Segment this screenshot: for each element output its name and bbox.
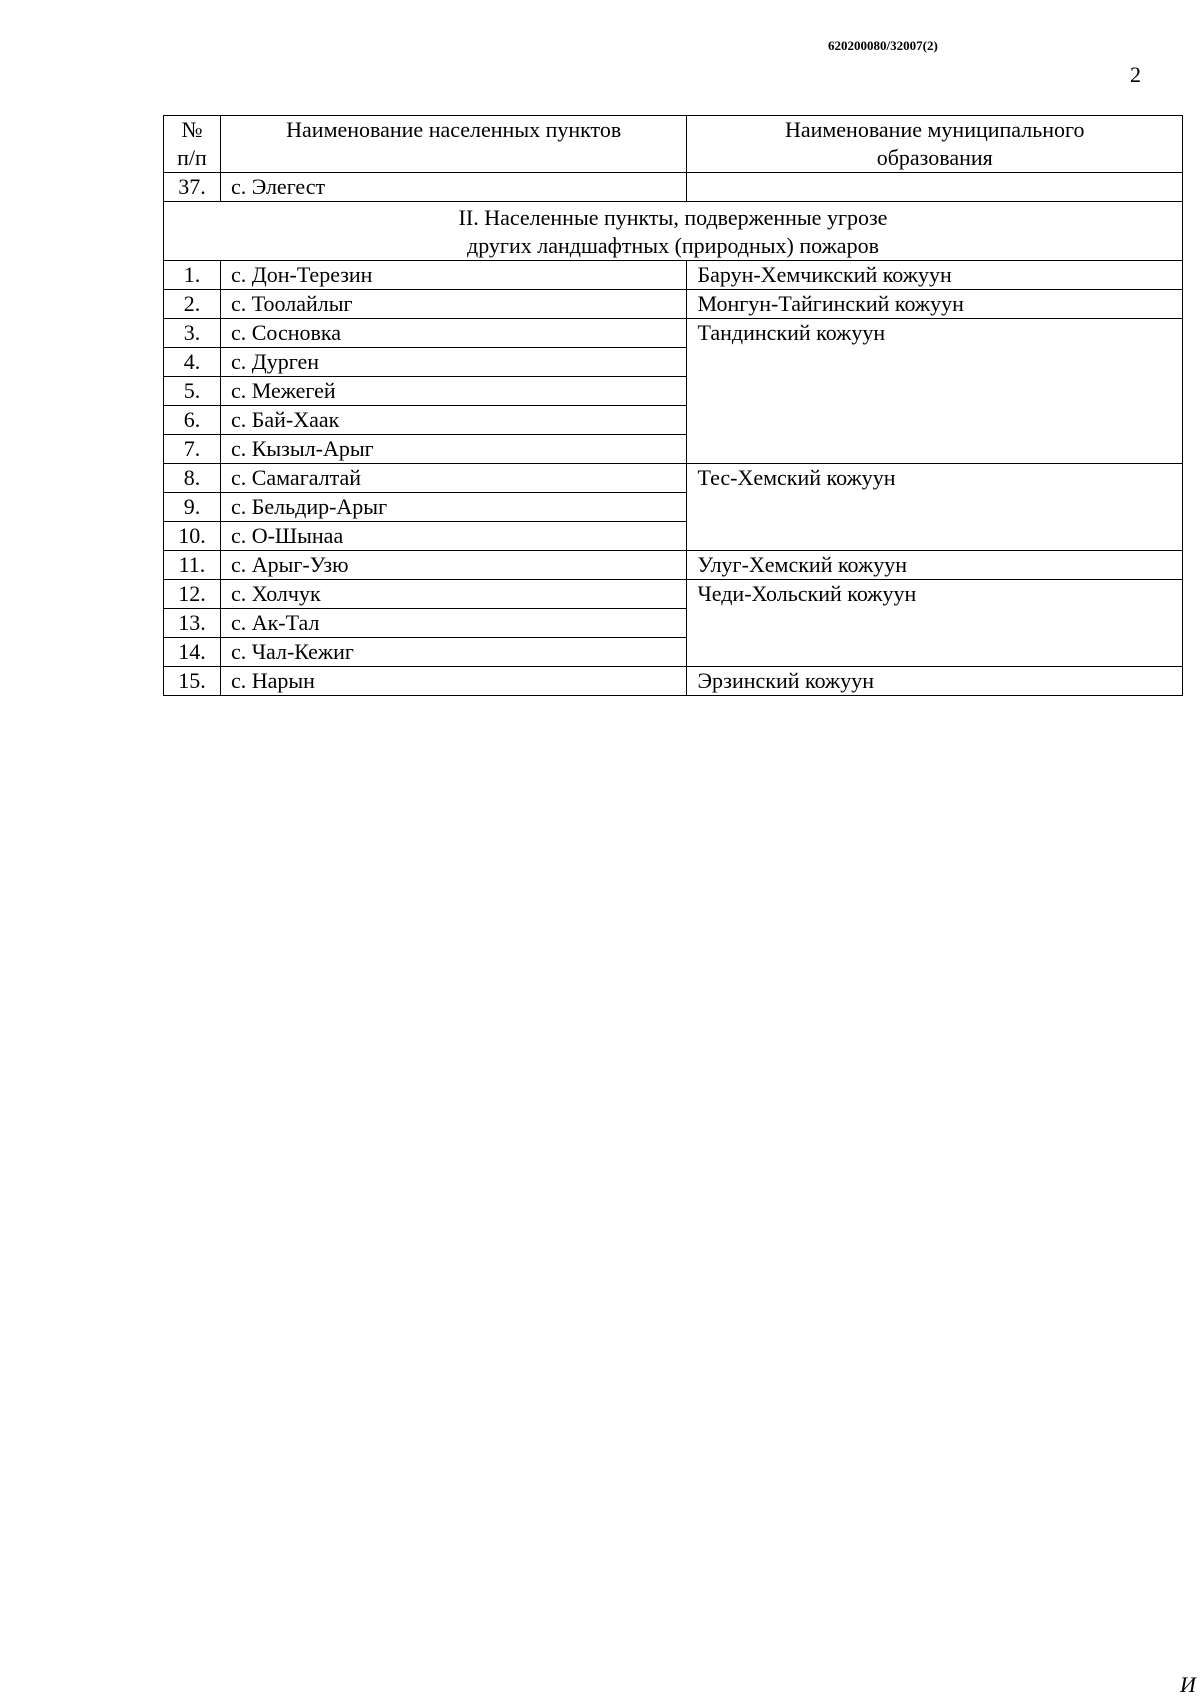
settlement-name: с. Межегей xyxy=(220,377,687,406)
row-number: 6. xyxy=(164,406,221,435)
settlement-name: с. Кызыл-Арыг xyxy=(220,435,687,464)
table-row xyxy=(164,290,1183,319)
row-number: 2. xyxy=(164,290,221,319)
row-number: 37. xyxy=(164,173,221,202)
municipality-name: Тес-Хемский кожуун xyxy=(687,464,1183,551)
municipality-name: Барун-Хемчикский кожуун xyxy=(687,261,1183,290)
row-number: 7. xyxy=(164,435,221,464)
table-row xyxy=(164,261,1183,290)
header-number-line1: № xyxy=(181,117,203,142)
table-row xyxy=(164,580,1183,609)
header-number-line2: п/п xyxy=(177,145,207,170)
row-number: 11. xyxy=(164,551,221,580)
row-number: 3. xyxy=(164,319,221,348)
municipality-name: Эрзинский кожуун xyxy=(687,667,1183,696)
row-number: 1. xyxy=(164,261,221,290)
table-row xyxy=(164,667,1183,696)
settlement-name: с. Тоолайлыг xyxy=(220,290,687,319)
settlement-name: с. Холчук xyxy=(220,580,687,609)
municipality-name: Тандинский кожуун xyxy=(687,319,1183,464)
row-number: 13. xyxy=(164,609,221,638)
table-row xyxy=(164,319,1183,348)
header-municipality-line2: образования xyxy=(876,145,993,170)
section-heading-line2: других ландшафтных (природных) пожаров xyxy=(467,233,879,258)
page-number: 2 xyxy=(1130,62,1141,87)
row-number: 12. xyxy=(164,580,221,609)
settlement-name: с. Сосновка xyxy=(220,319,687,348)
settlement-name: с. Дон-Терезин xyxy=(220,261,687,290)
row-number: 8. xyxy=(164,464,221,493)
section-heading xyxy=(164,202,1183,261)
municipality-name xyxy=(687,173,1183,202)
settlement-name: с. Бай-Хаак xyxy=(220,406,687,435)
row-number: 10. xyxy=(164,522,221,551)
section-heading-line1: II. Населенные пункты, подверженные угрозе xyxy=(458,205,888,230)
settlement-name: с. Бельдир-Арыг xyxy=(220,493,687,522)
municipality-name: Чеди-Хольский кожуун xyxy=(687,580,1183,667)
settlement-name: с. Чал-Кежиг xyxy=(220,638,687,667)
settlement-name: с. Ак-Тал xyxy=(220,609,687,638)
row-number: 15. xyxy=(164,667,221,696)
settlement-name: с. Арыг-Узю xyxy=(220,551,687,580)
header-municipality xyxy=(687,116,1183,173)
municipality-name: Монгун-Тайгинский кожуун xyxy=(687,290,1183,319)
row-number: 14. xyxy=(164,638,221,667)
row-number: 9. xyxy=(164,493,221,522)
header-number xyxy=(164,116,221,173)
settlement-name: с. Элегест xyxy=(220,173,687,202)
table-row xyxy=(164,551,1183,580)
header-municipality-line1: Наименование муниципального xyxy=(784,117,1085,142)
settlements-table xyxy=(163,115,1183,696)
section-heading-row xyxy=(164,202,1183,261)
table-row xyxy=(164,173,1183,202)
header-settlement-name: Наименование населенных пунктов xyxy=(220,116,687,173)
document-code: 620200080/32007(2) xyxy=(828,38,938,53)
table-row xyxy=(164,464,1183,493)
settlement-name: с. Дурген xyxy=(220,348,687,377)
municipality-name: Улуг-Хемский кожуун xyxy=(687,551,1183,580)
settlement-name: с. Самагалтай xyxy=(220,464,687,493)
handwritten-corner-mark: И xyxy=(1180,1672,1196,1697)
settlement-name: с. Нарын xyxy=(220,667,687,696)
row-number: 4. xyxy=(164,348,221,377)
table-body xyxy=(164,173,1183,696)
settlement-name: с. О-Шынаа xyxy=(220,522,687,551)
table-header-row xyxy=(164,116,1183,173)
row-number: 5. xyxy=(164,377,221,406)
